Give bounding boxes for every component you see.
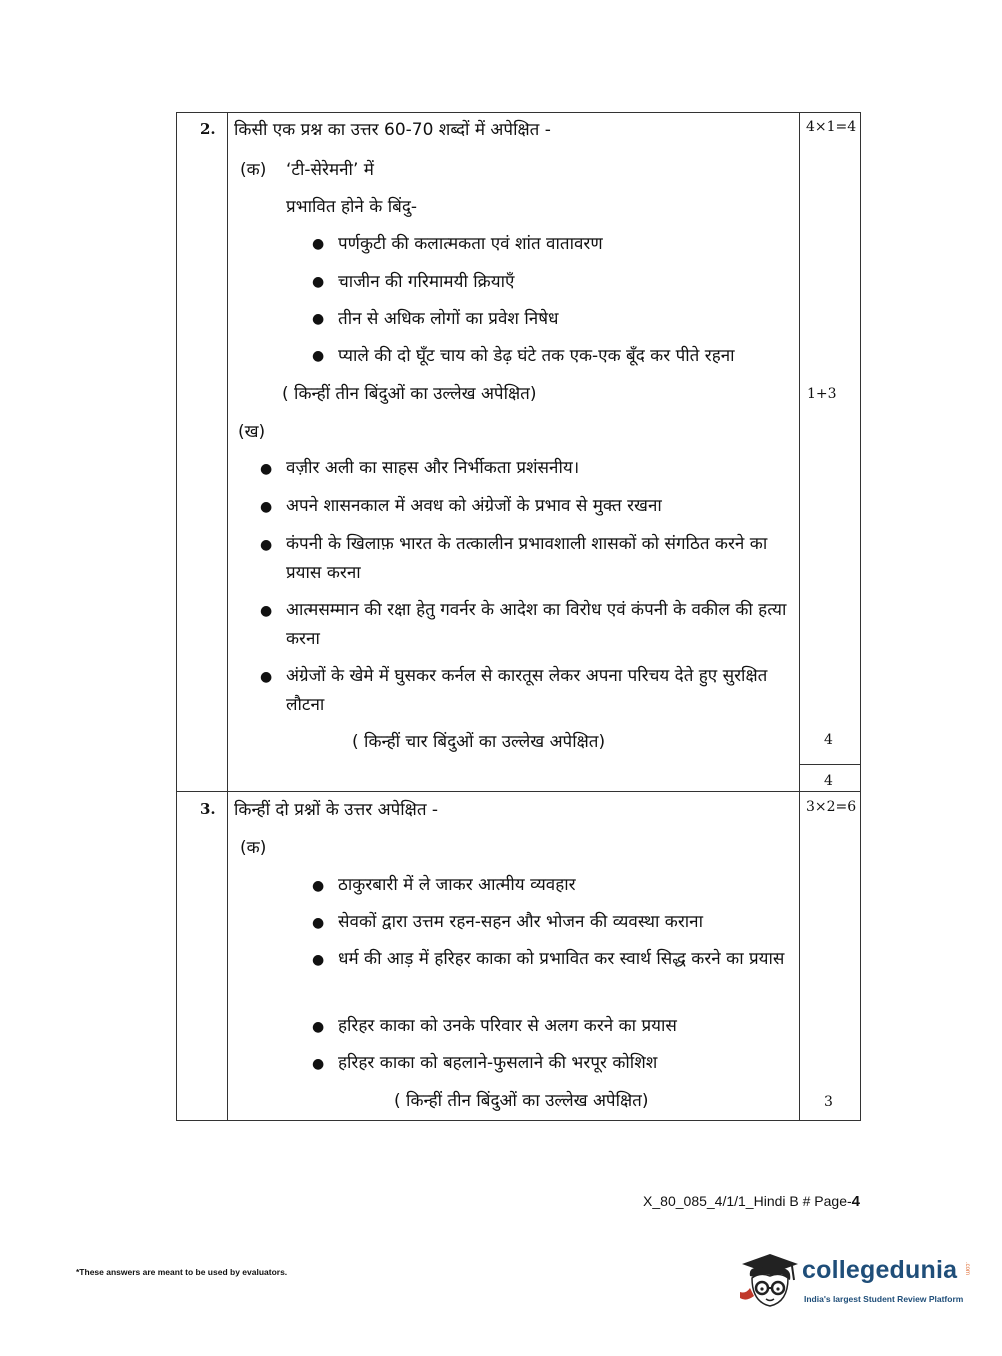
bullet-icon: ● [260,603,273,619]
bullet-icon: ● [260,537,273,553]
question-number: 2. [200,120,216,138]
list-item: ठाकुरबारी में ले जाकर आत्मीय व्यवहार [338,875,576,895]
question-total: 4 [824,773,833,789]
bullet-icon: ● [312,311,325,327]
page-footer-code [643,1193,860,1210]
part-label: (ख) [238,422,266,442]
selection-note: ( किन्हीं तीन बिंदुओं का उल्लेख अपेक्षित) [394,1091,649,1111]
bullet-icon: ● [312,915,325,931]
bullet-icon: ● [312,274,325,290]
bullet-icon: ● [312,1056,325,1072]
list-item: सेवकों द्वारा उत्तम रहन-सहन और भोजन की व्यवस्था कराना [338,912,704,932]
list-item: आत्मसम्मान की रक्षा हेतु गवर्नर के आदेश का विरोध एवं कंपनी के वकील की हत्या करना [286,600,787,649]
row-divider [177,791,860,792]
column-divider-marks [799,113,800,1120]
bullet-icon: ● [312,952,325,968]
question-marks: 4×1=4 [806,119,857,135]
question-instruction: किसी एक प्रश्न का उत्तर 60-70 शब्दों में अपेक्षित - [234,120,551,140]
list-item: अपने शासनकाल में अवध को अंग्रेजों के प्रभाव से मुक्त रखना [286,496,662,516]
subtotal-divider [799,764,860,765]
mascot-icon [740,1252,802,1314]
list-item: चाजीन की गरिमामयी क्रियाएँ [338,272,515,292]
brand-tagline: India's largest Student Review Platform [804,1294,964,1304]
part-label: (क) [240,838,267,858]
list-item: धर्म की आड़ में हरिहर काका को प्रभावित कर स्वार्थ सिद्ध करने का प्रयास [338,949,785,969]
bullet-icon: ● [312,236,325,252]
question-number: 3. [200,800,216,818]
part-title: ‘टी-सेरेमनी’ में [286,160,374,180]
list-item: हरिहर काका को बहलाने-फुसलाने की भरपूर कोशिश [338,1053,658,1073]
list-item: तीन से अधिक लोगों का प्रवेश निषेध [338,309,559,329]
bullet-icon: ● [260,499,273,515]
brand-name: collegedunia [802,1256,958,1284]
question-marks: 3×2=6 [806,799,857,815]
brand-domain: .com [964,1262,970,1276]
list-item: हरिहर काका को उनके परिवार से अलग करने का प्रयास [338,1016,677,1036]
part-subtitle: प्रभावित होने के बिंदु- [286,197,417,217]
column-divider-number [227,113,228,1120]
footer-code-text: X_80_085_4/1/1_Hindi B # Page- [643,1193,852,1209]
bullet-icon: ● [312,348,325,364]
bullet-icon: ● [260,669,273,685]
part-label: (क) [240,160,267,180]
list-item: कंपनी के खिलाफ़ भारत के तत्कालीन प्रभावशाली शासकों को संगठित करने का प्रयास करना [286,534,768,583]
bullet-icon: ● [260,461,273,477]
question-instruction: किन्हीं दो प्रश्नों के उत्तर अपेक्षित - [234,800,439,820]
list-item: अंग्रेजों के खेमे में घुसकर कर्नल से कारतूस लेकर अपना परिचय देते हुए सुरक्षित लौटना [286,666,768,715]
page-number: 4 [851,1193,860,1210]
selection-note: ( किन्हीं तीन बिंदुओं का उल्लेख अपेक्षित) [282,384,537,404]
bullet-icon: ● [312,878,325,894]
evaluator-note: *These answers are meant to be used by evaluators. [76,1267,288,1277]
part-marks: 4 [824,732,833,748]
collegedunia-logo [740,1252,980,1314]
part-marks: 1+3 [807,386,837,402]
bullet-icon: ● [312,1019,325,1035]
list-item: वज़ीर अली का साहस और निर्भीकता प्रशंसनीय। [286,458,580,478]
list-item: प्याले की दो घूँट चाय को डेढ़ घंटे तक एक-एक बूँद कर पीते रहना [338,346,735,366]
selection-note: ( किन्हीं चार बिंदुओं का उल्लेख अपेक्षित) [352,732,606,752]
part-marks: 3 [824,1094,833,1110]
list-item: पर्णकुटी की कलात्मकता एवं शांत वातावरण [338,234,603,254]
